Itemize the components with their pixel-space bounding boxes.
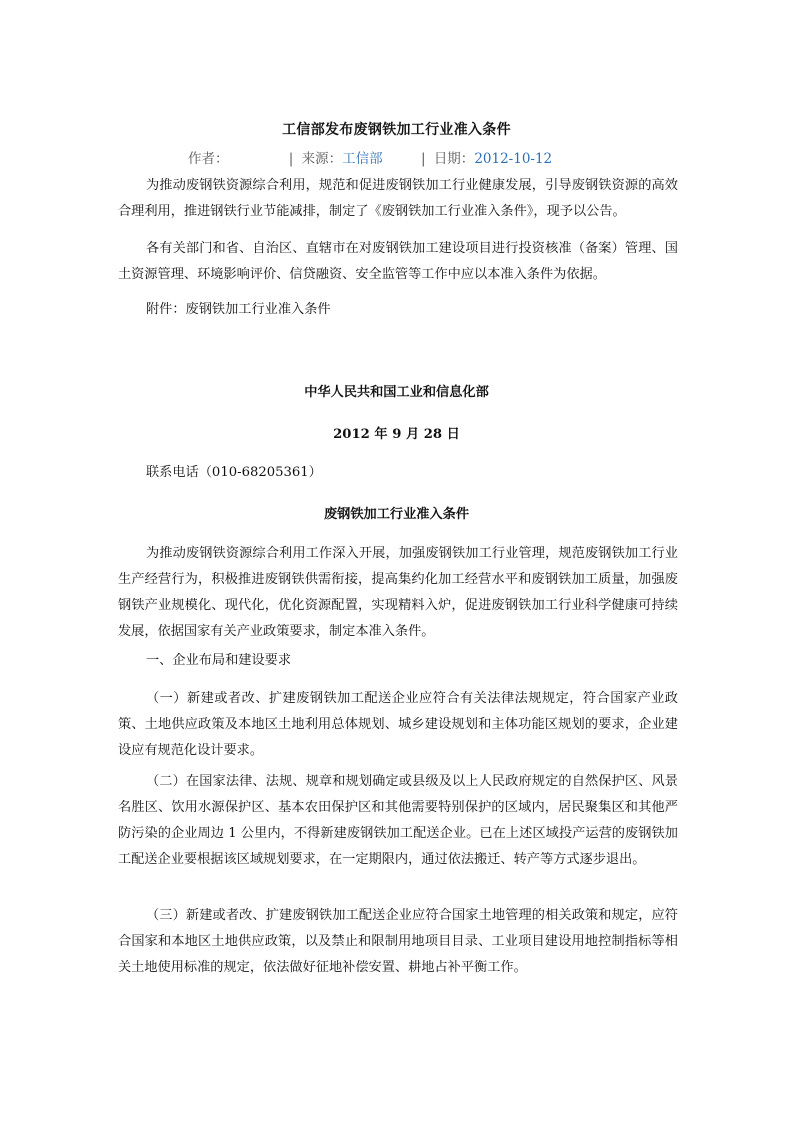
article-title: 工信部发布废钢铁加工行业准入条件 [282, 122, 511, 138]
attachment-title: 废钢铁加工行业准入条件 [323, 507, 470, 522]
requirement-item-2: （二）在国家法律、法规、规章和规划确定或县级及以上人民政府规定的自然保护区、风景名胜区、饮用水源保护区、基本农田保护区和其他需要特别保护的区域内，居民聚集区和其他严防污染的企业周边 1 公里内，不得新建废钢铁加工配送企业。已在上述区域投产运营的废钢铁加工配送企业要根据该区域规划要求，在一定期限内，通过依法搬迁、转产等方式逐步退出。 [118, 774, 678, 867]
author-label: 作者： [188, 151, 229, 167]
contact-phone: 联系电话（010-68205361） [146, 465, 322, 480]
requirement-item-1: （一）新建或者改、扩建废钢铁加工配送企业应符合有关法律法规规定，符合国家产业政策、土地供应政策及本地区土地利用总体规划、城乡建设规划和主体功能区规划的要求，企业建设应有规范化设计要求。 [118, 691, 678, 758]
article-meta [188, 147, 552, 167]
issuing-organization: 中华人民共和国工业和信息化部 [304, 385, 489, 400]
source-label: 来源： [301, 151, 343, 167]
meta-separator: | [288, 151, 294, 167]
paragraph-attachment-note: 附件：废钢铁加工行业准入条件 [146, 302, 331, 317]
paragraph-intro: 为推动废钢铁资源综合利用，规范和促进废钢铁加工行业健康发展，引导废钢铁资源的高效合理利用，推进钢铁行业节能减排，制定了《废钢铁加工行业准入条件》，现予以公告。 [118, 178, 678, 219]
attachment-intro: 为推动废钢铁资源综合利用工作深入开展，加强废钢铁加工行业管理，规范废钢铁加工行业生产经营行为，积极推进废钢铁供需衔接，提高集约化加工经营水平和废钢铁加工质量，加强废钢铁产业规模化、现代化，优化资源配置，实现精料入炉，促进废钢铁加工行业科学健康可持续发展，依据国家有关产业政策要求，制定本准入条件。 [118, 546, 678, 639]
date-value: 2012-10-12 [474, 151, 553, 167]
meta-separator: | [420, 151, 426, 167]
paragraph-basis: 各有关部门和省、自治区、直辖市在对废钢铁加工建设项目进行投资核准（备案）管理、国土资源管理、环境影响评价、信贷融资、安全监管等工作中应以本准入条件为依据。 [118, 241, 678, 282]
section-heading: 一、企业布局和建设要求 [146, 653, 292, 668]
issue-date: 2012 年 9 月 28 日 [333, 427, 460, 442]
requirement-item-3: （三）新建或者改、扩建废钢铁加工配送企业应符合国家土地管理的相关政策和规定，应符合国家和本地区土地供应政策，以及禁止和限制用地项目目录、工业项目建设用地控制指标等相关土地使用标准的规定，依法做好征地补偿安置、耕地占补平衡工作。 [118, 908, 678, 975]
date-label: 日期： [433, 151, 475, 167]
source-value: 工信部 [342, 151, 383, 167]
